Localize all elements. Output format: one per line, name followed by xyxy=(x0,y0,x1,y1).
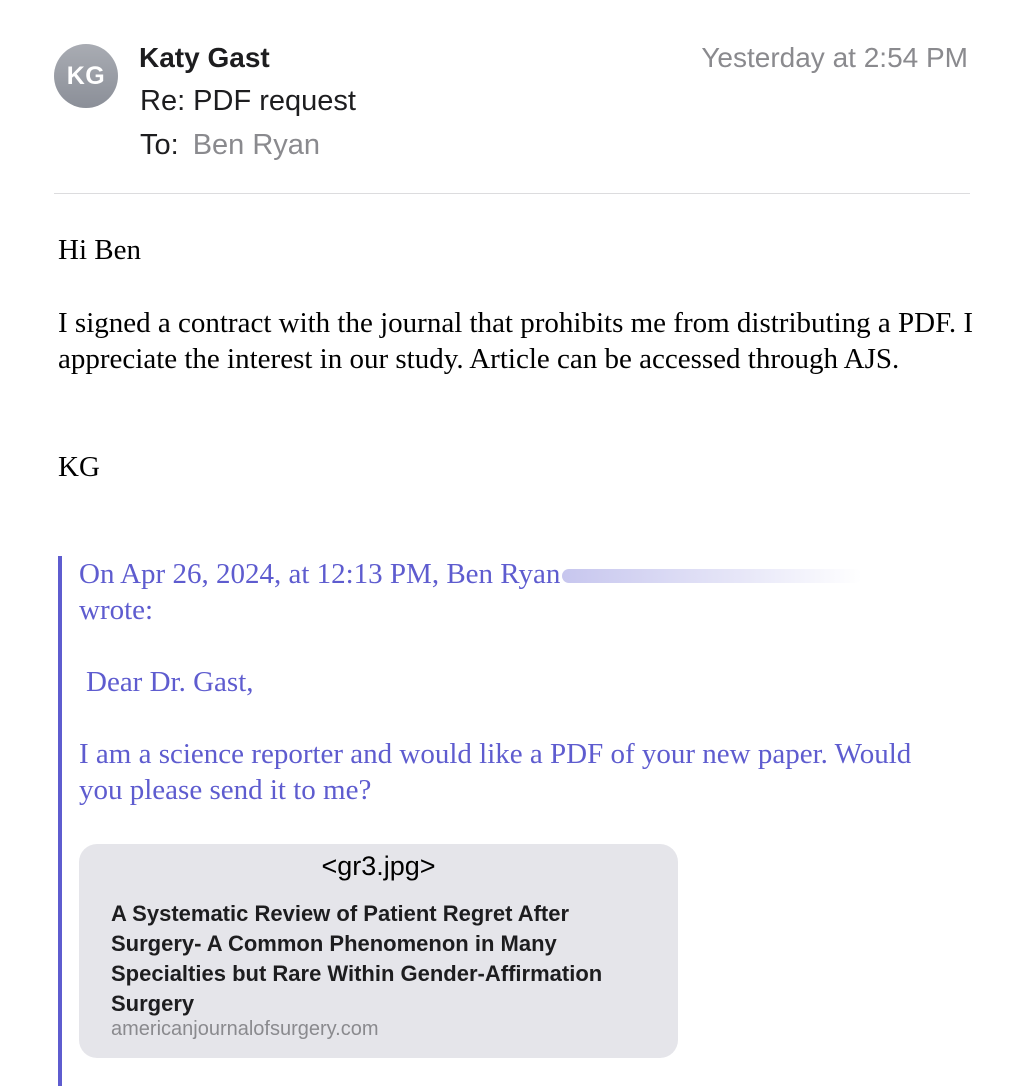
message-paragraph: I signed a contract with the journal that prohibits me from distributing a PDF. I appreciate the interest in our study. Article can be accessed through AJS. xyxy=(58,307,974,375)
message-subject: Re: PDF request xyxy=(140,85,356,117)
quoted-header-wrote: wrote: xyxy=(79,594,154,626)
link-preview-card[interactable] xyxy=(79,844,678,1058)
quoted-header xyxy=(79,556,979,628)
sender-avatar: KG xyxy=(54,44,118,108)
recipient-row xyxy=(140,127,320,163)
quoted-body: I am a science reporter and would like a PDF of your new paper. Would you please send it to me? xyxy=(79,738,912,806)
card-title: A Systematic Review of Patient Regret After Surgery- A Common Phenomenon in Many Specialties but Rare Within Gender-Affirmation Surgery xyxy=(111,901,603,1016)
card-filename: <gr3.jpg> xyxy=(321,851,436,881)
recipient-name[interactable]: Ben Ryan xyxy=(192,129,321,161)
redacted-email xyxy=(562,569,862,583)
quoted-greeting: Dear Dr. Gast, xyxy=(86,666,254,698)
quoted-header-line: On Apr 26, 2024, at 12:13 PM, Ben Ryan xyxy=(79,558,561,590)
message-greeting: Hi Ben xyxy=(58,234,141,266)
message-signoff: KG xyxy=(58,451,100,483)
header-divider xyxy=(54,193,970,194)
sender-name: Katy Gast xyxy=(139,42,270,73)
quote-bar xyxy=(58,556,62,1086)
card-domain: americanjournalofsurgery.com xyxy=(111,1018,379,1040)
to-label: To: xyxy=(140,129,179,161)
message-timestamp: Yesterday at 2:54 PM xyxy=(701,42,968,73)
